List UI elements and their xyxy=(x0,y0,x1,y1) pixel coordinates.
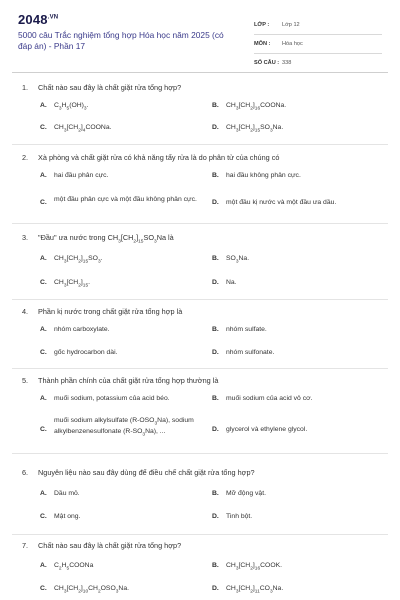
option-letter: A. xyxy=(40,102,47,109)
option-text: $C_2H_5COONa$ xyxy=(54,562,94,572)
option-text: hai đầu phân cực. xyxy=(54,172,109,179)
option-text: muối sodium, potassium của acid béo. xyxy=(54,395,170,402)
option-letter: A. xyxy=(40,172,47,179)
option-text: Mật ong. xyxy=(54,513,81,520)
option-text: $CH_3[CH_2]_{15}SO_3$. xyxy=(54,255,103,265)
question-divider xyxy=(12,144,388,145)
option-letter: D. xyxy=(212,124,219,131)
option-letter: C. xyxy=(40,199,47,206)
option-letter: A. xyxy=(40,395,47,402)
option-text: $C_3H_5(OH)_3$. xyxy=(54,102,89,112)
question-stem: Chất nào sau đây là chất giặt rửa tổng hợp? xyxy=(38,83,182,92)
meta-table xyxy=(254,16,382,72)
option-letter: C. xyxy=(40,426,47,433)
option-letter: B. xyxy=(212,562,219,569)
option-text: muối sodium của acid vô cơ. xyxy=(226,395,313,402)
question-text xyxy=(22,376,218,385)
question-text xyxy=(22,541,181,550)
question-stem: Phần kị nước trong chất giặt rửa tổng hợp là xyxy=(38,307,183,316)
option-text: nhóm sulfate. xyxy=(226,326,267,333)
option-letter: A. xyxy=(40,255,47,262)
question-divider xyxy=(12,453,388,454)
question-divider xyxy=(12,299,388,300)
meta-label: SỐ CÂU : xyxy=(254,60,280,66)
question-stem: Chất nào sau đây là chất giặt rửa tổng hợp? xyxy=(38,541,182,550)
option-letter: B. xyxy=(212,326,219,333)
logo-suffix: .VN xyxy=(47,14,59,21)
meta-value: Lớp 12 xyxy=(282,22,300,28)
option-text: Na. xyxy=(226,279,237,286)
question-divider xyxy=(12,223,388,224)
meta-value: Hóa học xyxy=(282,41,303,47)
question-number: 3. xyxy=(22,233,29,242)
option-letter: D. xyxy=(212,585,219,592)
site-logo[interactable] xyxy=(18,12,58,27)
option-letter: C. xyxy=(40,585,47,592)
option-text: một đầu phân cực và một đầu không phân cực. xyxy=(54,196,197,203)
question-number: 6. xyxy=(22,468,29,477)
option-letter: B. xyxy=(212,490,219,497)
question-divider xyxy=(12,534,388,535)
option-text: nhóm sulfonate. xyxy=(226,349,275,356)
option-text: nhóm carboxylate. xyxy=(54,326,110,333)
option-letter: D. xyxy=(212,513,219,520)
option-text: $CH_3[CH_2]_4COONa$. xyxy=(54,124,112,134)
question-text xyxy=(22,307,182,316)
question-number: 2. xyxy=(22,153,29,162)
option-text: gốc hydrocarbon dài. xyxy=(54,349,118,356)
option-text: Mỡ động vật. xyxy=(226,490,266,497)
question-stem: Thành phần chính của chất giặt rửa tổng hợp thường là xyxy=(38,376,219,385)
option-text: $SO_3Na$. xyxy=(226,255,250,265)
question-stem: "Đầu" ưa nước trong $CH_3[CH_2]_{15}SO_3Na$ là xyxy=(38,233,174,245)
meta-label: LỚP : xyxy=(254,22,270,28)
question-text xyxy=(22,233,174,245)
meta-row-class xyxy=(254,16,382,35)
question-stem: Xà phòng và chất giặt rửa có khả năng tẩy rửa là do phân tử của chúng có xyxy=(38,153,280,162)
question-number: 7. xyxy=(22,541,29,550)
question-number: 4. xyxy=(22,307,29,316)
meta-value: 338 xyxy=(282,60,292,66)
option-letter: C. xyxy=(40,513,47,520)
meta-label: MÔN : xyxy=(254,41,271,47)
option-letter: B. xyxy=(212,395,219,402)
option-text: $CH_3[CH_2]_{11}CO_3Na$. xyxy=(226,585,284,595)
question-number: 1. xyxy=(22,83,29,92)
question-divider xyxy=(12,368,388,369)
option-text: $CH_3[CH_2]_{15}$. xyxy=(54,279,91,289)
option-letter: B. xyxy=(212,255,219,262)
option-letter: B. xyxy=(212,102,219,109)
option-letter: C. xyxy=(40,349,47,356)
option-text: $CH_3[CH_2]_{10}CH_2OSO_3Na$. xyxy=(54,585,129,595)
option-letter: D. xyxy=(212,199,219,206)
option-letter: D. xyxy=(212,279,219,286)
meta-row-subject xyxy=(254,35,382,54)
option-text: $CH_3[CH_2]_{15}SO_3Na$. xyxy=(226,124,284,134)
document-title: 5000 câu Trắc nghiệm tổng hợp Hóa học năm 2025 (có đáp án) - Phần 17 xyxy=(18,30,224,51)
option-letter: C. xyxy=(40,279,47,286)
option-text: $CH_3[CH_2]_{16}COONa$. xyxy=(226,102,287,112)
question-text xyxy=(22,468,255,477)
option-letter: A. xyxy=(40,490,47,497)
option-text: glycerol và ethylene glycol. xyxy=(226,426,308,433)
option-letter: D. xyxy=(212,426,219,433)
page-header xyxy=(0,0,400,72)
meta-row-count xyxy=(254,54,382,72)
option-text: $CH_3[CH_2]_{16}COOK$. xyxy=(226,562,283,572)
option-letter: D. xyxy=(212,349,219,356)
option-text: một đầu kị nước và một đầu ưa dầu. xyxy=(226,199,337,206)
question-stem: Nguyên liệu nào sau đây dùng để điều chế chất giặt rửa tổng hợp? xyxy=(38,468,255,477)
option-letter: A. xyxy=(40,562,47,569)
option-letter: A. xyxy=(40,326,47,333)
option-letter: C. xyxy=(40,124,47,131)
question-text xyxy=(22,153,279,162)
header-divider xyxy=(12,72,388,73)
question-number: 5. xyxy=(22,376,29,385)
option-text: muối sodium alkylsulfate $(R-OSO_3Na)$, sodium alkylbenzenesulfonate $(R-SO_3Na)$, ... xyxy=(54,417,194,438)
option-letter: B. xyxy=(212,172,219,179)
option-text: Tinh bột. xyxy=(226,513,253,520)
logo-text: 2048 xyxy=(18,12,48,27)
question-text xyxy=(22,83,181,92)
option-text: hai đầu không phân cực. xyxy=(226,172,301,179)
option-text: Dầu mỏ. xyxy=(54,490,80,497)
